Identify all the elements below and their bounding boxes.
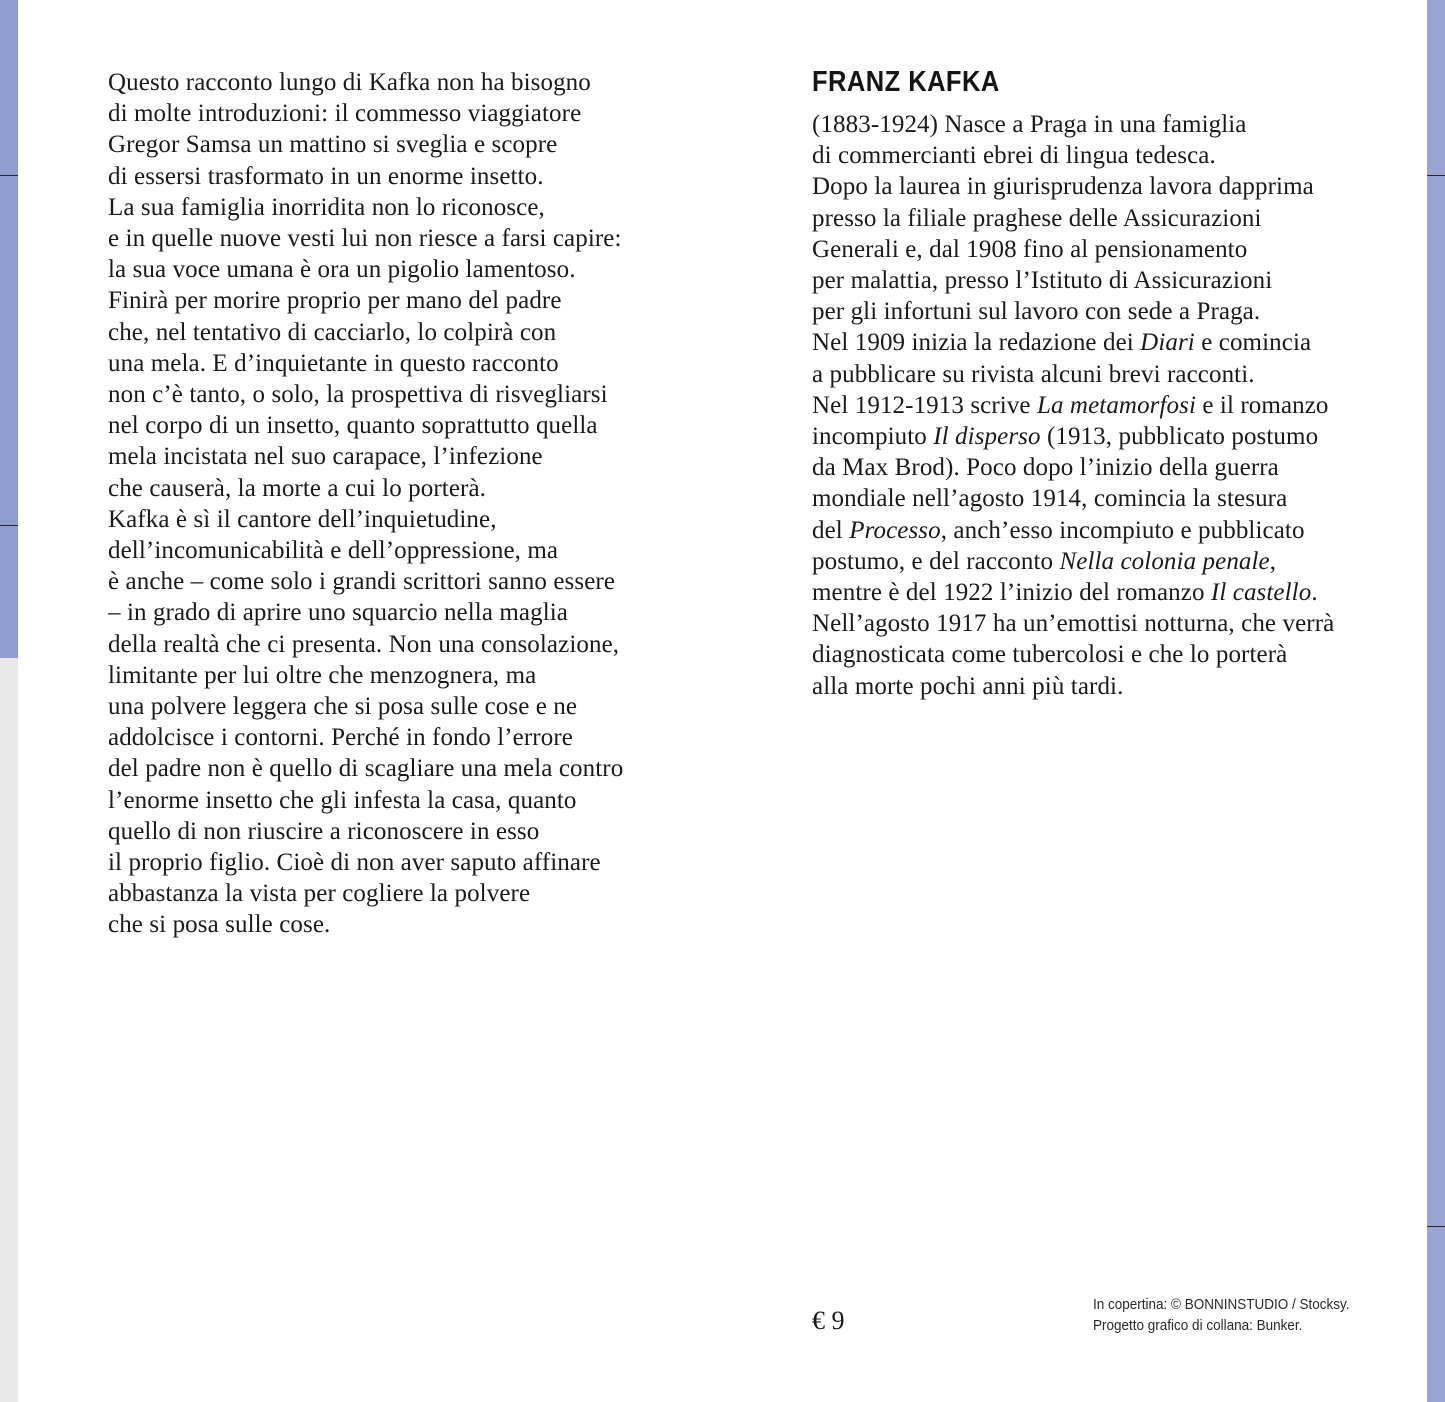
biography-line	[812, 390, 1412, 421]
biography-text: e comincia	[1194, 329, 1312, 357]
biography-text: mondiale nell’agosto 1914, comincia la stesura	[812, 485, 1288, 513]
biography-line	[812, 577, 1412, 608]
synopsis-line: una polvere leggera che si posa sulle cose e ne	[108, 693, 578, 721]
synopsis-line: il proprio figlio. Cioè di non aver saputo affinare	[108, 849, 601, 877]
right-spine	[1427, 0, 1445, 1402]
synopsis-line: Questo racconto lungo di Kafka non ha bisogno	[108, 69, 591, 96]
biography-line	[812, 421, 1412, 452]
biography-line	[812, 515, 1412, 546]
biography-line	[812, 109, 1412, 140]
left-spine-blue	[0, 0, 18, 658]
synopsis-line: mela incistata nel suo carapace, l’infezione	[108, 443, 543, 471]
synopsis-line: che causerà, la morte a cui lo porterà.	[108, 474, 487, 502]
synopsis-line: addolcisce i contorni. Perché in fondo l’errore	[108, 724, 573, 752]
synopsis-line: di essersi trasformato in un enorme insetto.	[108, 162, 544, 190]
crop-mark	[1427, 175, 1445, 176]
biography-text: e il romanzo	[1196, 391, 1329, 419]
biography-line	[812, 203, 1412, 234]
biography-text: alla morte pochi anni più tardi.	[812, 672, 1124, 700]
design-credit: Progetto grafico di collana: Bunker.	[1093, 1317, 1303, 1334]
work-title: La metamorfosi	[1036, 391, 1197, 419]
biography-line	[812, 140, 1412, 171]
price: € 9	[812, 1306, 845, 1335]
biography-text: Dopo la laurea in giurisprudenza lavora dapprima	[812, 173, 1314, 201]
work-title: Diari	[1140, 329, 1195, 357]
synopsis-line: che si posa sulle cose.	[108, 911, 331, 939]
biography-text: ,	[1269, 547, 1277, 575]
left-spine-grey	[0, 658, 18, 1402]
biography-text: presso la filiale praghese delle Assicurazioni	[812, 204, 1262, 232]
synopsis-line: la sua voce umana è ora un pigolio lamentoso.	[108, 256, 576, 284]
synopsis-line: una mela. E d’inquietante in questo racconto	[108, 349, 559, 377]
biography-line	[812, 452, 1412, 483]
biography-text: mentre è del 1922 l’inizio del romanzo	[812, 579, 1211, 607]
synopsis-line: del padre non è quello di scagliare una mela contro	[108, 755, 624, 783]
biography-line	[812, 296, 1412, 327]
synopsis-line: l’enorme insetto che gli infesta la casa, quanto	[108, 786, 577, 814]
work-title: Processo	[849, 516, 941, 544]
biography-line	[812, 327, 1412, 358]
biography-text: (1883-1924) Nasce a Praga in una famiglia	[812, 111, 1247, 138]
synopsis-line: nel corpo di un insetto, quanto soprattutto quella	[108, 412, 598, 440]
biography-text: incompiuto	[812, 423, 934, 451]
biography-text: Nel 1912-1913 scrive	[812, 391, 1037, 419]
biography-line	[812, 639, 1412, 670]
biography-line	[812, 359, 1412, 390]
biography-line	[812, 483, 1412, 514]
biography-text: a pubblicare su rivista alcuni brevi racconti.	[812, 360, 1255, 388]
biography-text: per gli infortuni sul lavoro con sede a Praga.	[812, 298, 1261, 326]
synopsis-line: dell’incomunicabilità e dell’oppressione, ma	[108, 537, 559, 565]
author-name: FRANZ KAFKA	[812, 66, 1000, 98]
synopsis-line: e in quelle nuove vesti lui non riesce a farsi capire:	[108, 225, 622, 253]
synopsis-line: La sua famiglia inorridita non lo riconosce,	[108, 193, 545, 221]
biography-text: , anch’esso incompiuto e pubblicato	[940, 516, 1305, 544]
synopsis-line: abbastanza la vista per cogliere la polvere	[108, 880, 531, 908]
biography-text: .	[1311, 579, 1318, 607]
synopsis-line: è anche – come solo i grandi scrittori sanno essere	[108, 568, 616, 596]
synopsis-line: Finirà per morire proprio per mano del padre	[108, 287, 562, 315]
biography-text: Nell’agosto 1917 ha un’emottisi notturna, che verrà	[812, 610, 1335, 638]
synopsis-line: quello di non riuscire a riconoscere in esso	[108, 817, 540, 845]
biography-text: per malattia, presso l’Istituto di Assicurazioni	[812, 267, 1273, 295]
biography-line	[812, 671, 1412, 702]
biography-text: diagnosticata come tubercolosi e che lo porterà	[812, 641, 1288, 669]
synopsis-line: Gregor Samsa un mattino si sveglia e scopre	[108, 131, 558, 159]
cover-credit: In copertina: © BONNINSTUDIO / Stocksy.	[1093, 1296, 1350, 1313]
synopsis-line: di molte introduzioni: il commesso viaggiatore	[108, 100, 582, 128]
synopsis-line: che, nel tentativo di cacciarlo, lo colpirà con	[108, 318, 557, 346]
work-title: Il disperso	[933, 423, 1041, 451]
biography-line	[812, 265, 1412, 296]
synopsis-line: limitante per lui oltre che menzognera, ma	[108, 661, 537, 689]
crop-mark	[0, 525, 18, 526]
biography-line	[812, 171, 1412, 202]
synopsis-line: non c’è tanto, o solo, la prospettiva di risvegliarsi	[108, 381, 608, 409]
biography-text: di commercianti ebrei di lingua tedesca.	[812, 142, 1216, 170]
biography-line	[812, 546, 1412, 577]
biography-text: Generali e, dal 1908 fino al pensionamento	[812, 235, 1248, 263]
synopsis-text	[108, 67, 698, 941]
synopsis-line: Kafka è sì il cantore dell’inquietudine,	[108, 505, 497, 533]
crop-mark	[0, 175, 18, 176]
biography-text: (1913, pubblicato postumo	[1040, 423, 1319, 451]
biography-text: postumo, e del racconto	[812, 547, 1060, 575]
biography-line	[812, 608, 1412, 639]
back-cover-page	[18, 0, 1427, 1402]
credits	[1093, 1294, 1350, 1336]
work-title: Nella colonia penale	[1059, 547, 1270, 575]
biography-line	[812, 234, 1412, 265]
synopsis-line: – in grado di aprire uno squarcio nella maglia	[108, 599, 569, 627]
synopsis-line: della realtà che ci presenta. Non una consolazione,	[108, 630, 620, 658]
biography-text: da Max Brod). Poco dopo l’inizio della guerra	[812, 454, 1279, 482]
crop-mark	[1427, 1226, 1445, 1227]
work-title: Il castello	[1210, 579, 1312, 607]
biography-text: Nel 1909 inizia la redazione dei	[812, 329, 1141, 357]
biography-text: del	[812, 516, 850, 544]
author-biography	[812, 109, 1412, 702]
